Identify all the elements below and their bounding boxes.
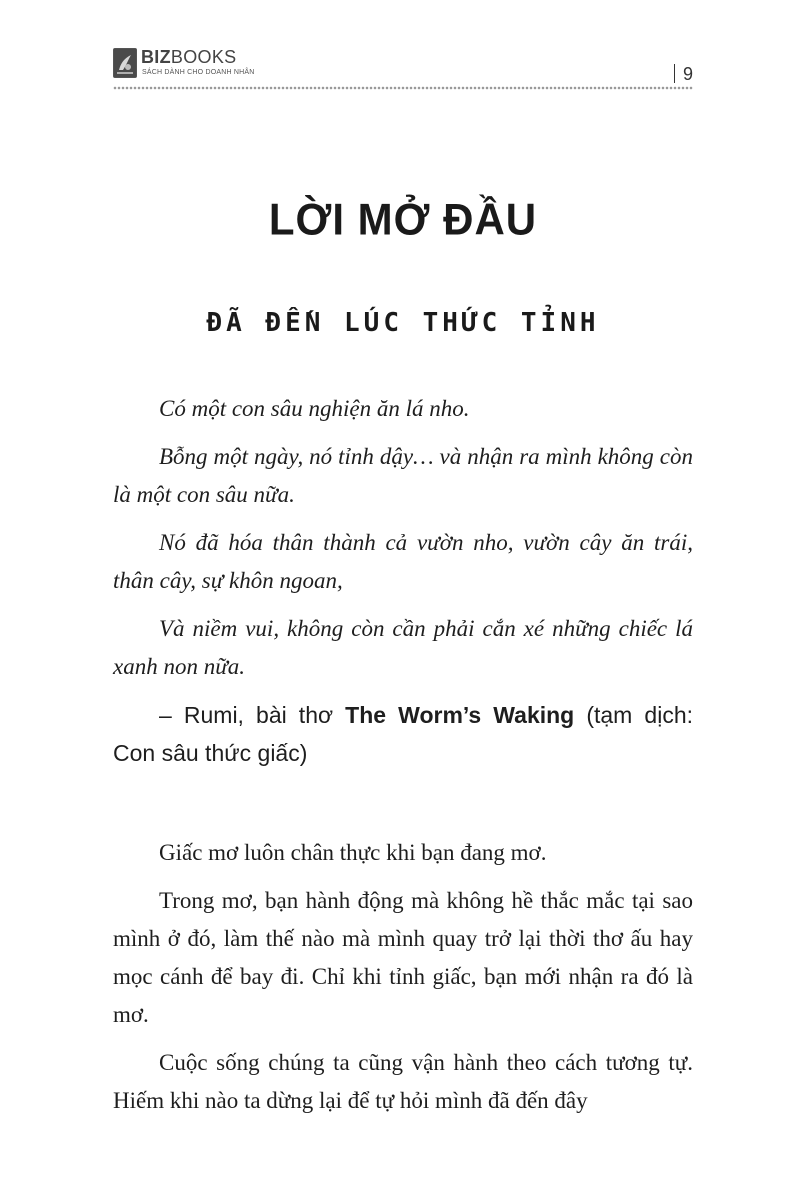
- poem-line: Nó đã hóa thân thành cả vườn nho, vườn cây ăn trái, thân cây, sự khôn ngoan,: [113, 530, 693, 593]
- page-body: [113, 390, 693, 1130]
- header-dotted-rule: [113, 86, 693, 90]
- page-number-divider: [674, 64, 675, 83]
- body-paragraph: Trong mơ, bạn hành động mà không hề thắc mắc tại sao mình ở đó, làm thế nào mà mình quay trở lại thời thơ ấu hay mọc cánh để bay đi. Chỉ khi tỉnh giấc, bạn mới nhận ra đó là mơ.: [113, 888, 693, 1027]
- bizbooks-logo-icon: [113, 48, 137, 78]
- chapter-subtitle: ĐÃ ĐẾN LÚC THỨC TỈNH: [206, 308, 600, 338]
- page-header: [113, 48, 693, 93]
- attribution-work-title: The Worm’s Waking: [345, 702, 575, 728]
- poem-line: Bỗng một ngày, nó tỉnh dậy… và nhận ra mình không còn là một con sâu nữa.: [113, 444, 693, 507]
- poem-line: Và niềm vui, không còn cần phải cắn xé những chiếc lá xanh non nữa.: [113, 616, 693, 679]
- brand-regular: BOOKS: [170, 47, 237, 67]
- page-number-value: 9: [682, 64, 693, 84]
- attribution-prefix: – Rumi, bài thơ: [159, 702, 346, 728]
- page-number: [674, 64, 693, 85]
- body-paragraph: Cuộc sống chúng ta cũng vận hành theo cách tương tự. Hiếm khi nào ta dừng lại để tự hỏi mình đã đến đây: [113, 1050, 693, 1113]
- poem-line: Có một con sâu nghiện ăn lá nho.: [159, 396, 470, 421]
- brand-tagline: SÁCH DÀNH CHO DOANH NHÂN: [142, 69, 255, 76]
- brand-bold: BIZ: [141, 47, 171, 67]
- body-paragraph: Giấc mơ luôn chân thực khi bạn đang mơ.: [159, 840, 547, 865]
- poem-attribution: [113, 696, 693, 772]
- chapter-title: LỜI MỞ ĐẦU: [268, 194, 538, 245]
- brand-name: [141, 47, 236, 68]
- attribution-suffix: (tạm dịch: Con sâu thức giấc): [113, 702, 694, 766]
